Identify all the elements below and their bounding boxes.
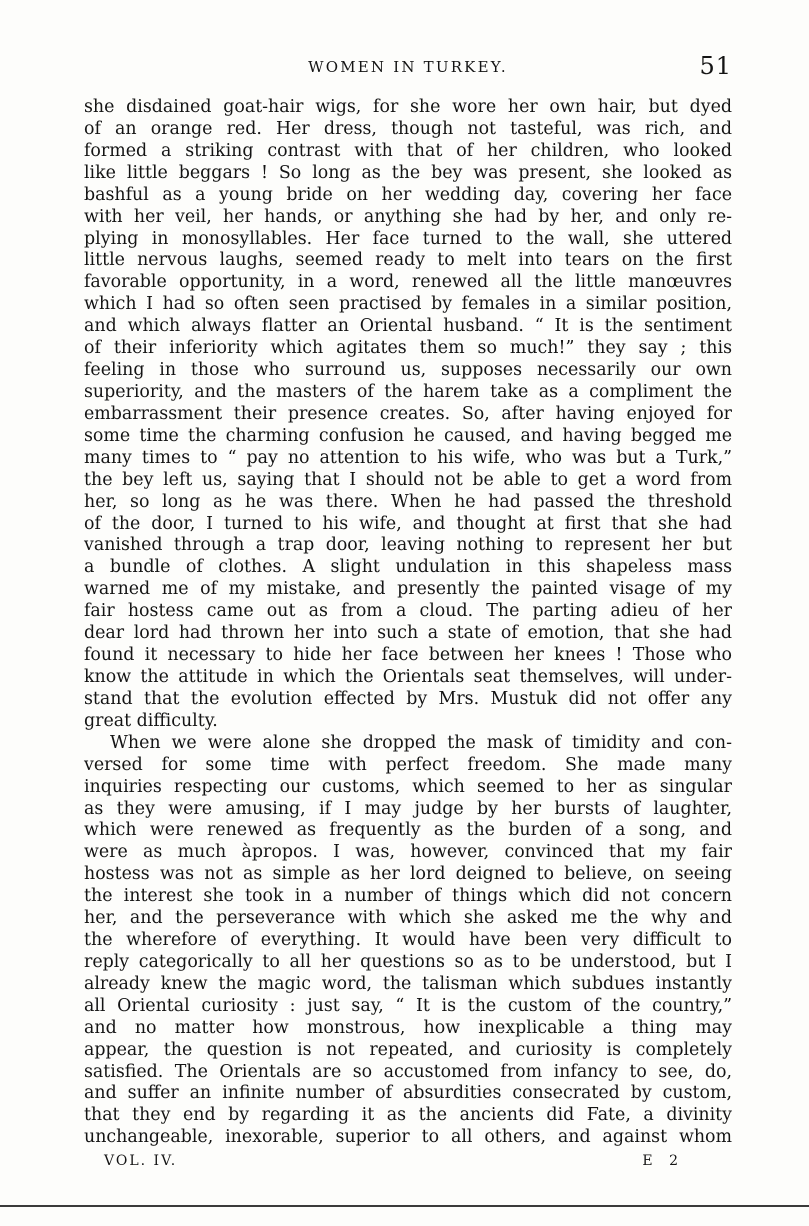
text-line: some time the charming confusion he caused, and having begged me [84, 425, 732, 446]
body-text [84, 97, 732, 1149]
text-line: her, so long as he was there. When he had passed the threshold [84, 491, 732, 512]
text-line: many times to “ pay no attention to his wife, who was but a Turk,” [84, 447, 732, 468]
page-number: 51 [699, 52, 732, 80]
text-line: know the attitude in which the Orientals seat themselves, will under- [84, 666, 732, 687]
text-line: a bundle of clothes. A slight undulation in this shapeless mass [84, 557, 732, 578]
text-line: satisfied. The Orientals are so accustomed from infancy to see, do, [84, 1061, 732, 1082]
scan-edge-rule [0, 1205, 809, 1207]
text-line: formed a striking contrast with that of her children, who looked [84, 140, 732, 161]
text-line: of the door, I turned to his wife, and thought at first that she had [84, 513, 732, 534]
text-line: little nervous laughs, seemed ready to melt into tears on the first [84, 250, 732, 271]
text-line: warned me of my mistake, and presently the painted visage of my [84, 579, 732, 600]
text-line: she disdained goat-hair wigs, for she wore her own hair, but dyed [84, 97, 732, 117]
text-line: found it necessary to hide her face between her knees ! Those who [84, 645, 732, 666]
text-line: which were renewed as frequently as the burden of a song, and [84, 820, 732, 841]
text-line: vanished through a trap door, leaving nothing to represent her but [84, 535, 732, 556]
text-line: with her veil, her hands, or anything she had by her, and only re- [84, 206, 732, 227]
text-line: of an orange red. Her dress, though not tasteful, was rich, and [84, 118, 732, 139]
text-line: hostess was not as simple as her lord deigned to believe, on seeing [84, 864, 732, 885]
running-title: WOMEN IN TURKEY. [308, 58, 508, 76]
signature-mark: E 2 [642, 1153, 684, 1169]
text-line: inquiries respecting our customs, which seemed to her as singular [84, 776, 732, 797]
text-line: When we were alone she dropped the mask of timidity and con- [110, 732, 732, 753]
text-line: versed for some time with perfect freedom. She made many [84, 754, 732, 775]
text-line: which I had so often seen practised by females in a similar position, [84, 294, 732, 315]
text-line: plying in monosyllables. Her face turned to the wall, she uttered [84, 228, 732, 249]
running-header [84, 52, 732, 80]
text-line: that they end by regarding it as the ancients did Fate, a divinity [84, 1105, 732, 1126]
text-line: and no matter how monstrous, how inexplicable a thing may [84, 1017, 732, 1038]
text-line: appear, the question is not repeated, and curiosity is completely [84, 1039, 732, 1060]
text-line: her, and the perseverance with which she asked me the why and [84, 908, 732, 929]
text-line: as they were amusing, if I may judge by her bursts of laughter, [84, 798, 732, 819]
text-line: embarrassment their presence creates. So, after having enjoyed for [84, 403, 732, 424]
text-line: dear lord had thrown her into such a state of emotion, that she had [84, 623, 732, 644]
text-line: were as much àpropos. I was, however, convinced that my fair [84, 842, 732, 863]
text-line: all Oriental curiosity : just say, “ It is the custom of the country,” [84, 995, 732, 1016]
text-line: the interest she took in a number of things which did not concern [84, 886, 732, 907]
text-line: and suffer an infinite number of absurdities consecrated by custom, [84, 1083, 732, 1104]
text-line: like little beggars ! So long as the bey was present, she looked as [84, 162, 732, 183]
text-line: superiority, and the masters of the harem take as a compliment the [84, 381, 732, 402]
text-line: favorable opportunity, in a word, renewed all the little manœuvres [84, 272, 732, 293]
volume-mark: VOL. IV. [104, 1153, 178, 1169]
text-line: great difficulty. [84, 710, 218, 731]
page-footer [104, 1153, 684, 1175]
text-line: stand that the evolution effected by Mrs. Mustuk did not offer any [84, 688, 732, 709]
text-line: already knew the magic word, the talisman which subdues instantly [84, 973, 732, 994]
text-line: reply categorically to all her questions so as to be understood, but I [84, 951, 732, 972]
text-line: fair hostess came out as from a cloud. The parting adieu of her [84, 601, 732, 622]
text-line: bashful as a young bride on her wedding day, covering her face [84, 184, 732, 205]
text-line: the wherefore of everything. It would have been very difficult to [84, 930, 732, 951]
text-line: the bey left us, saying that I should not be able to get a word from [84, 469, 732, 490]
text-line: unchangeable, inexorable, superior to all others, and against whom [84, 1127, 732, 1148]
text-line: and which always flatter an Oriental husband. “ It is the sentiment [84, 316, 732, 337]
text-line: feeling in those who surround us, supposes necessarily our own [84, 360, 732, 381]
text-line: of their inferiority which agitates them so much!” they say ; this [84, 338, 732, 359]
